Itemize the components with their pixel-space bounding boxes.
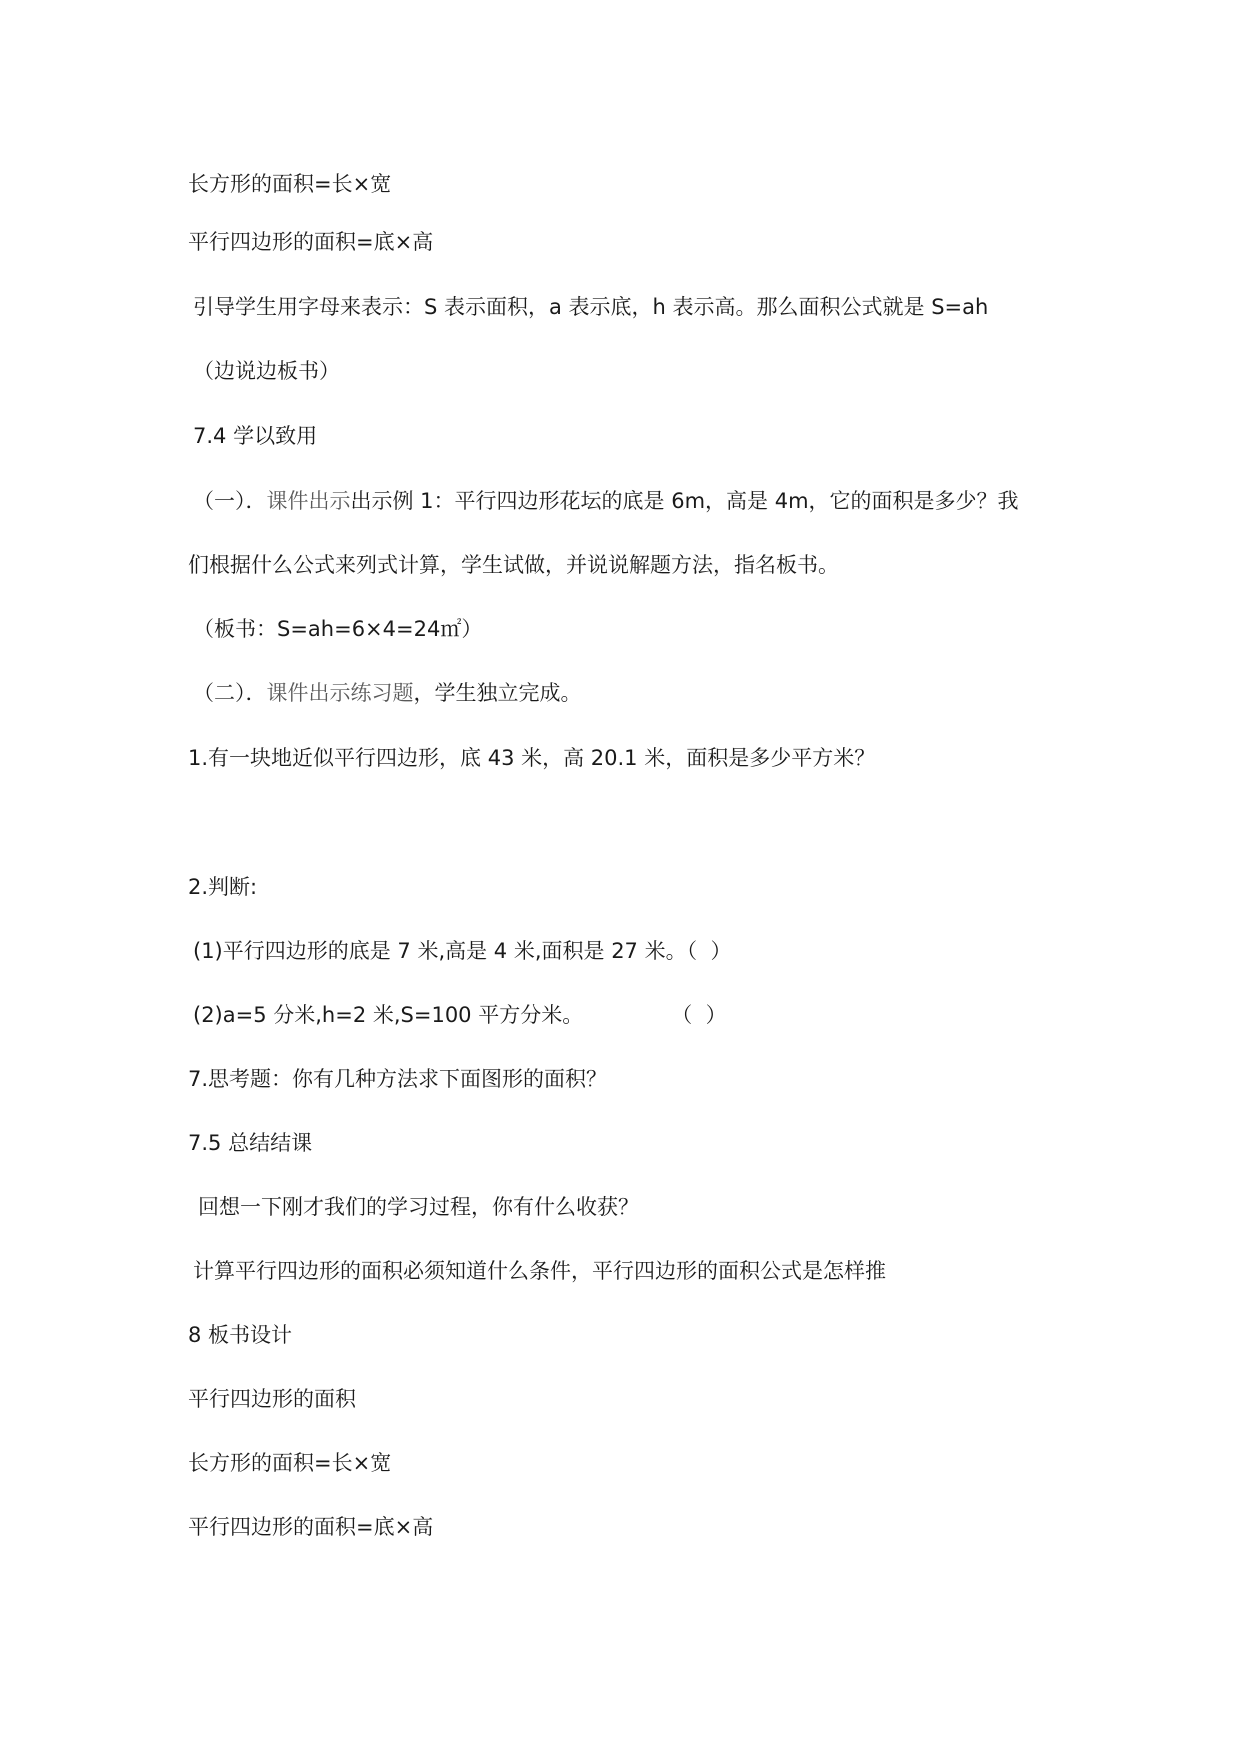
- judgment-2: [193, 1000, 727, 1030]
- section-heading-7-5: 7.5 总结结课: [188, 1131, 313, 1155]
- exercise-1: 1.有一块地近似平行四边形，底 43 米，高 20.1 米，面积是多少平方米？: [188, 746, 876, 770]
- practice-intro: [193, 678, 582, 708]
- example-1-line-1: [193, 486, 1019, 516]
- formula-rectangle-area: 长方形的面积=长×宽: [188, 172, 392, 196]
- thinking-question: 7.思考题：你有几种方法求下面图形的面积？: [188, 1067, 608, 1091]
- formula-parallelogram-area: 平行四边形的面积=底×高: [188, 230, 434, 254]
- note-board-writing: （边说边板书）: [193, 359, 340, 383]
- review-question-2: 计算平行四边形的面积必须知道什么条件，平行四边形的面积公式是怎样推: [193, 1259, 886, 1283]
- example-1-question: 出示例 1：平行四边形花坛的底是 6m，高是 4m，它的面积是多少？我: [350, 489, 1019, 513]
- paragraph-letter-notation: 引导学生用字母来表示：S 表示面积，a 表示底，h 表示高。那么面积公式就是 S=ah: [193, 295, 989, 319]
- practice-courseware: 课件出示练习题: [266, 681, 414, 705]
- board-formula-parallelogram: 平行四边形的面积=底×高: [188, 1515, 434, 1539]
- section-heading-8: 8 板书设计: [188, 1323, 293, 1347]
- board-writing-solution: （板书：S=ah=6×4=24㎡）: [193, 617, 483, 641]
- section-heading-7-4: 7.4 学以致用: [193, 424, 318, 448]
- example-1-line-2: 们根据什么公式来列式计算，学生试做，并说说解题方法，指名板书。: [188, 553, 839, 577]
- example-1-courseware: 课件出示: [266, 489, 351, 513]
- review-question-1: 回想一下刚才我们的学习过程，你有什么收获？: [198, 1195, 639, 1219]
- exercise-2-heading: 2.判断:: [188, 875, 258, 899]
- practice-label: （二）．: [193, 681, 267, 705]
- judgment-1: (1)平行四边形的底是 7 米,高是 4 米,面积是 27 米。（ ）: [193, 939, 732, 963]
- judgment-2-statement: (2)a=5 分米,h=2 米,S=100 平方分米。: [193, 1003, 584, 1027]
- practice-instruction: ，学生独立完成。: [413, 681, 582, 705]
- board-title: 平行四边形的面积: [188, 1387, 356, 1411]
- board-formula-rectangle: 长方形的面积=长×宽: [188, 1451, 392, 1475]
- example-1-label: （一）．: [193, 489, 267, 513]
- judgment-2-blank: （ ）: [671, 1003, 727, 1027]
